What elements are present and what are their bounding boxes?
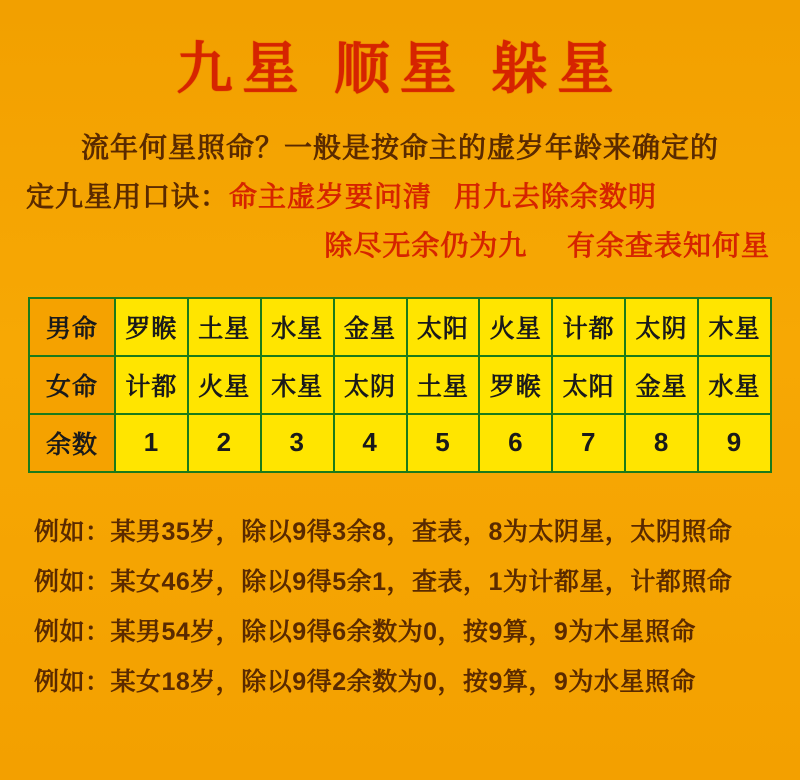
row-header-remainder: 余数 (29, 414, 115, 472)
cell-remainder-4: 4 (334, 414, 407, 472)
cell-male-8: 太阴 (625, 298, 698, 356)
example-line-4: 例如：某女18岁，除以9得2余数为0，按9算，9为水星照命 (34, 667, 696, 696)
cell-male-5: 太阳 (407, 298, 480, 356)
formula-phrase-1: 命主虚岁要问清 (229, 180, 433, 212)
nine-stars-table (28, 297, 772, 473)
formula-line-2 (26, 224, 774, 269)
example-line-2: 例如：某女46岁，除以9得5余1，查表，1为计都星，计都照命 (34, 567, 733, 596)
formula-phrase-2: 用九去除余数明 (454, 180, 658, 212)
example-line-1: 例如：某男35岁，除以9得3余8，查表，8为太阴星，太阴照命 (34, 517, 733, 546)
cell-female-4: 太阴 (334, 356, 407, 414)
cell-female-5: 土星 (407, 356, 480, 414)
cell-male-2: 土星 (188, 298, 261, 356)
cell-male-9: 木星 (698, 298, 771, 356)
cell-remainder-6: 6 (479, 414, 552, 472)
row-header-male: 男命 (29, 298, 115, 356)
cell-male-1: 罗睺 (115, 298, 188, 356)
formula-label: 定九星用口诀： (26, 180, 230, 212)
cell-female-8: 金星 (625, 356, 698, 414)
cell-male-6: 火星 (479, 298, 552, 356)
examples-block (0, 507, 800, 707)
cell-female-9: 水星 (698, 356, 771, 414)
cell-male-3: 水星 (261, 298, 334, 356)
row-header-female: 女命 (29, 356, 115, 414)
cell-female-7: 太阳 (552, 356, 625, 414)
cell-male-4: 金星 (334, 298, 407, 356)
page-title: 九星 顺星 躲星 (176, 37, 624, 100)
cell-remainder-2: 2 (188, 414, 261, 472)
cell-male-7: 计都 (552, 298, 625, 356)
cell-remainder-9: 9 (698, 414, 771, 472)
cell-remainder-3: 3 (261, 414, 334, 472)
example-line-3: 例如：某男54岁，除以9得6余数为0，按9算，9为木星照命 (34, 617, 696, 646)
table-row (29, 298, 771, 356)
intro-line-1: 流年何星照命？一般是按命主的虚岁年龄来确定的 (80, 131, 719, 163)
cell-female-2: 火星 (188, 356, 261, 414)
cell-female-1: 计都 (115, 356, 188, 414)
formula-phrase-3: 除尽无余仍为九 (324, 229, 528, 261)
cell-remainder-1: 1 (115, 414, 188, 472)
formula-phrase-4: 有余查表知何星 (566, 229, 770, 261)
formula-line-1 (26, 175, 774, 220)
cell-remainder-8: 8 (625, 414, 698, 472)
formula-block (0, 175, 800, 269)
intro-text (0, 126, 800, 169)
cell-female-6: 罗睺 (479, 356, 552, 414)
cell-remainder-5: 5 (407, 414, 480, 472)
table-row (29, 356, 771, 414)
table-row (29, 414, 771, 472)
cell-remainder-7: 7 (552, 414, 625, 472)
cell-female-3: 木星 (261, 356, 334, 414)
